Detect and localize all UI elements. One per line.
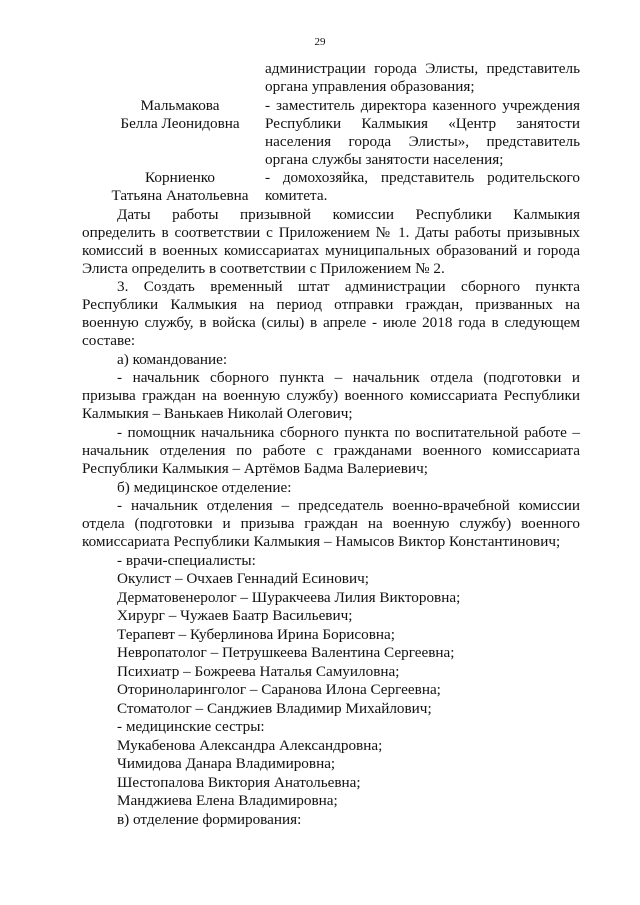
member-name: Белла Леонидовна [120, 115, 240, 132]
list-heading: - медицинские сестры: [117, 718, 265, 735]
member-name: Татьяна Анатольевна [111, 187, 249, 204]
member-desc-line: органа службы занятости населения; [265, 151, 504, 168]
member-desc-line: органа управления образования; [265, 78, 475, 95]
body-line: 3. Создать временный штат администрации сборного пункта [117, 278, 580, 295]
list-item: Психиатр – Божреева Наталья Самуиловна; [117, 663, 400, 680]
body-line: - помощник начальника сборного пункта по воспитательной работе – [117, 424, 580, 441]
body-line: призыва граждан на военную службу) военного комиссариата Республики [82, 387, 580, 404]
body-line: комиссий в военных комиссариатах муниципальных образований и города [82, 242, 580, 259]
body-line: составе: [82, 332, 136, 349]
list-item: Чимидова Данара Владимировна; [117, 755, 336, 772]
member-desc-line: администрации города Элисты, представитель [265, 60, 580, 77]
body-line: Калмыкия – Ванькаев Николай Олегович; [82, 405, 353, 422]
body-line: - начальник отделения – председатель военно-врачебной комиссии [117, 497, 580, 514]
list-item: Окулист – Очхаев Геннадий Есинович; [117, 570, 369, 587]
body-line: комиссариата Республики Калмыкия – Намысов Виктор Константинович; [82, 533, 561, 550]
body-line: военную службу, в войска (силы) в апреле - июле 2018 года в следующем [82, 314, 580, 331]
page-number: 29 [314, 36, 326, 48]
section-heading: в) отделение формирования: [117, 811, 302, 828]
body-line: определить в соответствии с Приложением № 1. Даты работы призывных [82, 224, 580, 241]
list-item: Терапевт – Куберлинова Ирина Борисовна; [117, 626, 396, 643]
body-line: Республики Калмыкия – Артёмов Бадма Валериевич; [82, 460, 428, 477]
list-item: Хирург – Чужаев Баатр Васильевич; [117, 607, 353, 624]
body-line: Даты работы призывной комиссии Республики Калмыкия [117, 206, 580, 223]
list-item: Мукабенова Александра Александровна; [117, 737, 383, 754]
list-item: Манджиева Елена Владимировна; [117, 792, 338, 809]
list-item: Дерматовенеролог – Шуракчеева Лилия Викторовна; [117, 589, 461, 606]
member-desc-line: - домохозяйка, представитель родительского [265, 169, 580, 186]
member-desc-line: Республики Калмыкия «Центр занятости [265, 115, 580, 132]
section-heading: а) командование: [117, 351, 228, 368]
member-desc-line: населения города Элисты», представитель [265, 133, 580, 150]
body-line: начальник отделения по работе с гражданами военного комиссариата [82, 442, 580, 459]
list-heading: - врачи-специалисты: [117, 552, 256, 569]
body-line: - начальник сборного пункта – начальник отдела (подготовки и [117, 369, 580, 386]
member-desc-line: комитета. [265, 187, 328, 204]
member-name: Мальмакова [140, 97, 220, 114]
body-line: Элиста определить в соответствии с Приложением № 2. [82, 260, 445, 277]
member-name: Корниенко [145, 169, 215, 186]
member-desc-line: - заместитель директора казенного учреждения [265, 97, 580, 114]
section-heading: б) медицинское отделение: [117, 479, 292, 496]
list-item: Шестопалова Виктория Анатольевна; [117, 774, 361, 791]
body-line: Республики Калмыкия на период отправки граждан, призванных на [82, 296, 580, 313]
list-item: Невропатолог – Петрушкеева Валентина Сергеевна; [117, 644, 455, 661]
list-item: Стоматолог – Санджиев Владимир Михайлович; [117, 700, 432, 717]
list-item: Оториноларинголог – Саранова Илона Сергеевна; [117, 681, 441, 698]
body-line: отдела (подготовки и призыва граждан на военную службу) военного [82, 515, 580, 532]
